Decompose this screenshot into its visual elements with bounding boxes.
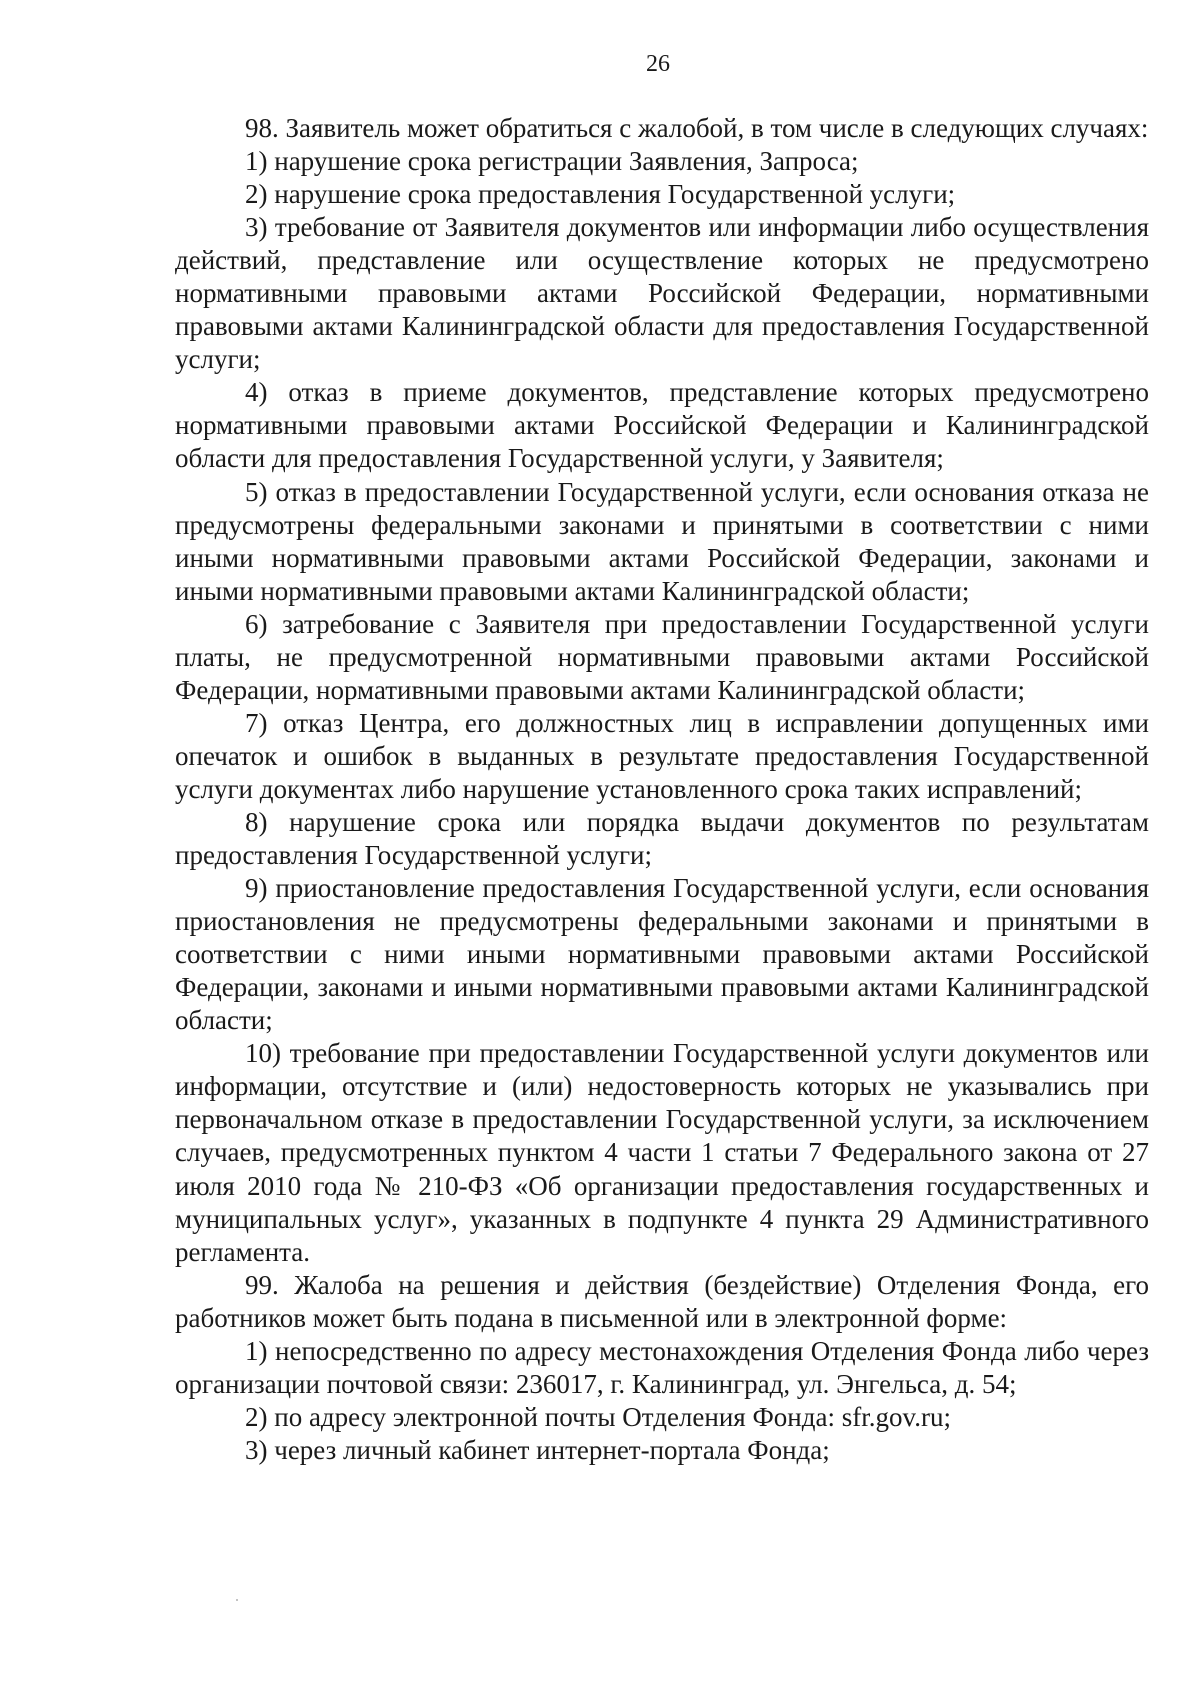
list-item-98-3: 3) требование от Заявителя документов или информации либо осуществления действий, представление или осуществление которых не предусмотрено нормативными правовыми актами Российской Федерации, нормативными правовыми актами Калининградской области для предоставления Государственной услуги; [175,212,1149,375]
list-item-98-2: 2) нарушение срока предоставления Государственной услуги; [245,179,956,210]
list-item-99-1: 1) непосредственно по адресу местонахождения Отделения Фонда либо через организации почтовой связи: 236017, г. Калининград, ул. Энгельса, д. 54; [175,1335,1149,1399]
list-item-99-3: 3) через личный кабинет интернет-портала Фонда; [245,1434,830,1465]
document-body [175,112,1149,1467]
paragraph-98: 98. Заявитель может обратиться с жалобой, в том числе в следующих случаях: [245,113,1149,143]
list-item-98-7: 7) отказ Центра, его должностных лиц в исправлении допущенных ими опечаток и ошибок в выданных в результате предоставления Государственной услуги документах либо нарушение установленного срока таких исправлений; [175,707,1149,804]
scan-artifact [236,1599,238,1601]
list-item-98-9: 9) приостановление предоставления Государственной услуги, если основания приостановления не предусмотрены федеральными законами и принятыми в соответствии с ними иными нормативными правовыми актами Российской Федерации, законами и иными нормативными правовыми актами Калининградской области; [175,873,1149,1036]
list-item-99-2: 2) по адресу электронной почты Отделения Фонда: sfr.gov.ru; [245,1401,951,1432]
list-item-98-5: 5) отказ в предоставлении Государственной услуги, если основания отказа не предусмотрены федеральными законами и принятыми в соответствии с ними иными нормативными правовыми актами Российской Федерации, законами и иными нормативными правовыми актами Калининградской области; [175,476,1149,606]
list-item-98-10: 10) требование при предоставлении Государственной услуги документов или информации, отсутствие и (или) недостоверность которых не указывались при первоначальном отказе в предоставлении Государственной услуги, за исключением случаев, предусмотренных пунктом 4 части 1 статьи 7 Федерального закона от 27 июля 2010 года № 210-ФЗ «Об организации предоставления государственных и муниципальных услуг», указанных в подпункте 4 пункта 29 Административного регламента. [175,1038,1149,1267]
list-item-98-6: 6) затребование с Заявителя при предоставлении Государственной услуги платы, не предусмотренной нормативными правовыми актами Российской Федерации, нормативными правовыми актами Калининградской области; [175,608,1149,705]
list-item-98-1: 1) нарушение срока регистрации Заявления, Запроса; [245,146,859,177]
paragraph-99: 99. Жалоба на решения и действия (бездействие) Отделения Фонда, его работников может быть подана в письменной или в электронной форме: [175,1269,1149,1333]
list-item-98-8: 8) нарушение срока или порядка выдачи документов по результатам предоставления Государственной услуги; [175,806,1149,871]
page-number: 26 [646,51,670,77]
list-item-98-4: 4) отказ в приеме документов, представление которых предусмотрено нормативными правовыми актами Российской Федерации и Калининградской области для предоставления Государственной услуги, у Заявителя; [175,377,1149,474]
